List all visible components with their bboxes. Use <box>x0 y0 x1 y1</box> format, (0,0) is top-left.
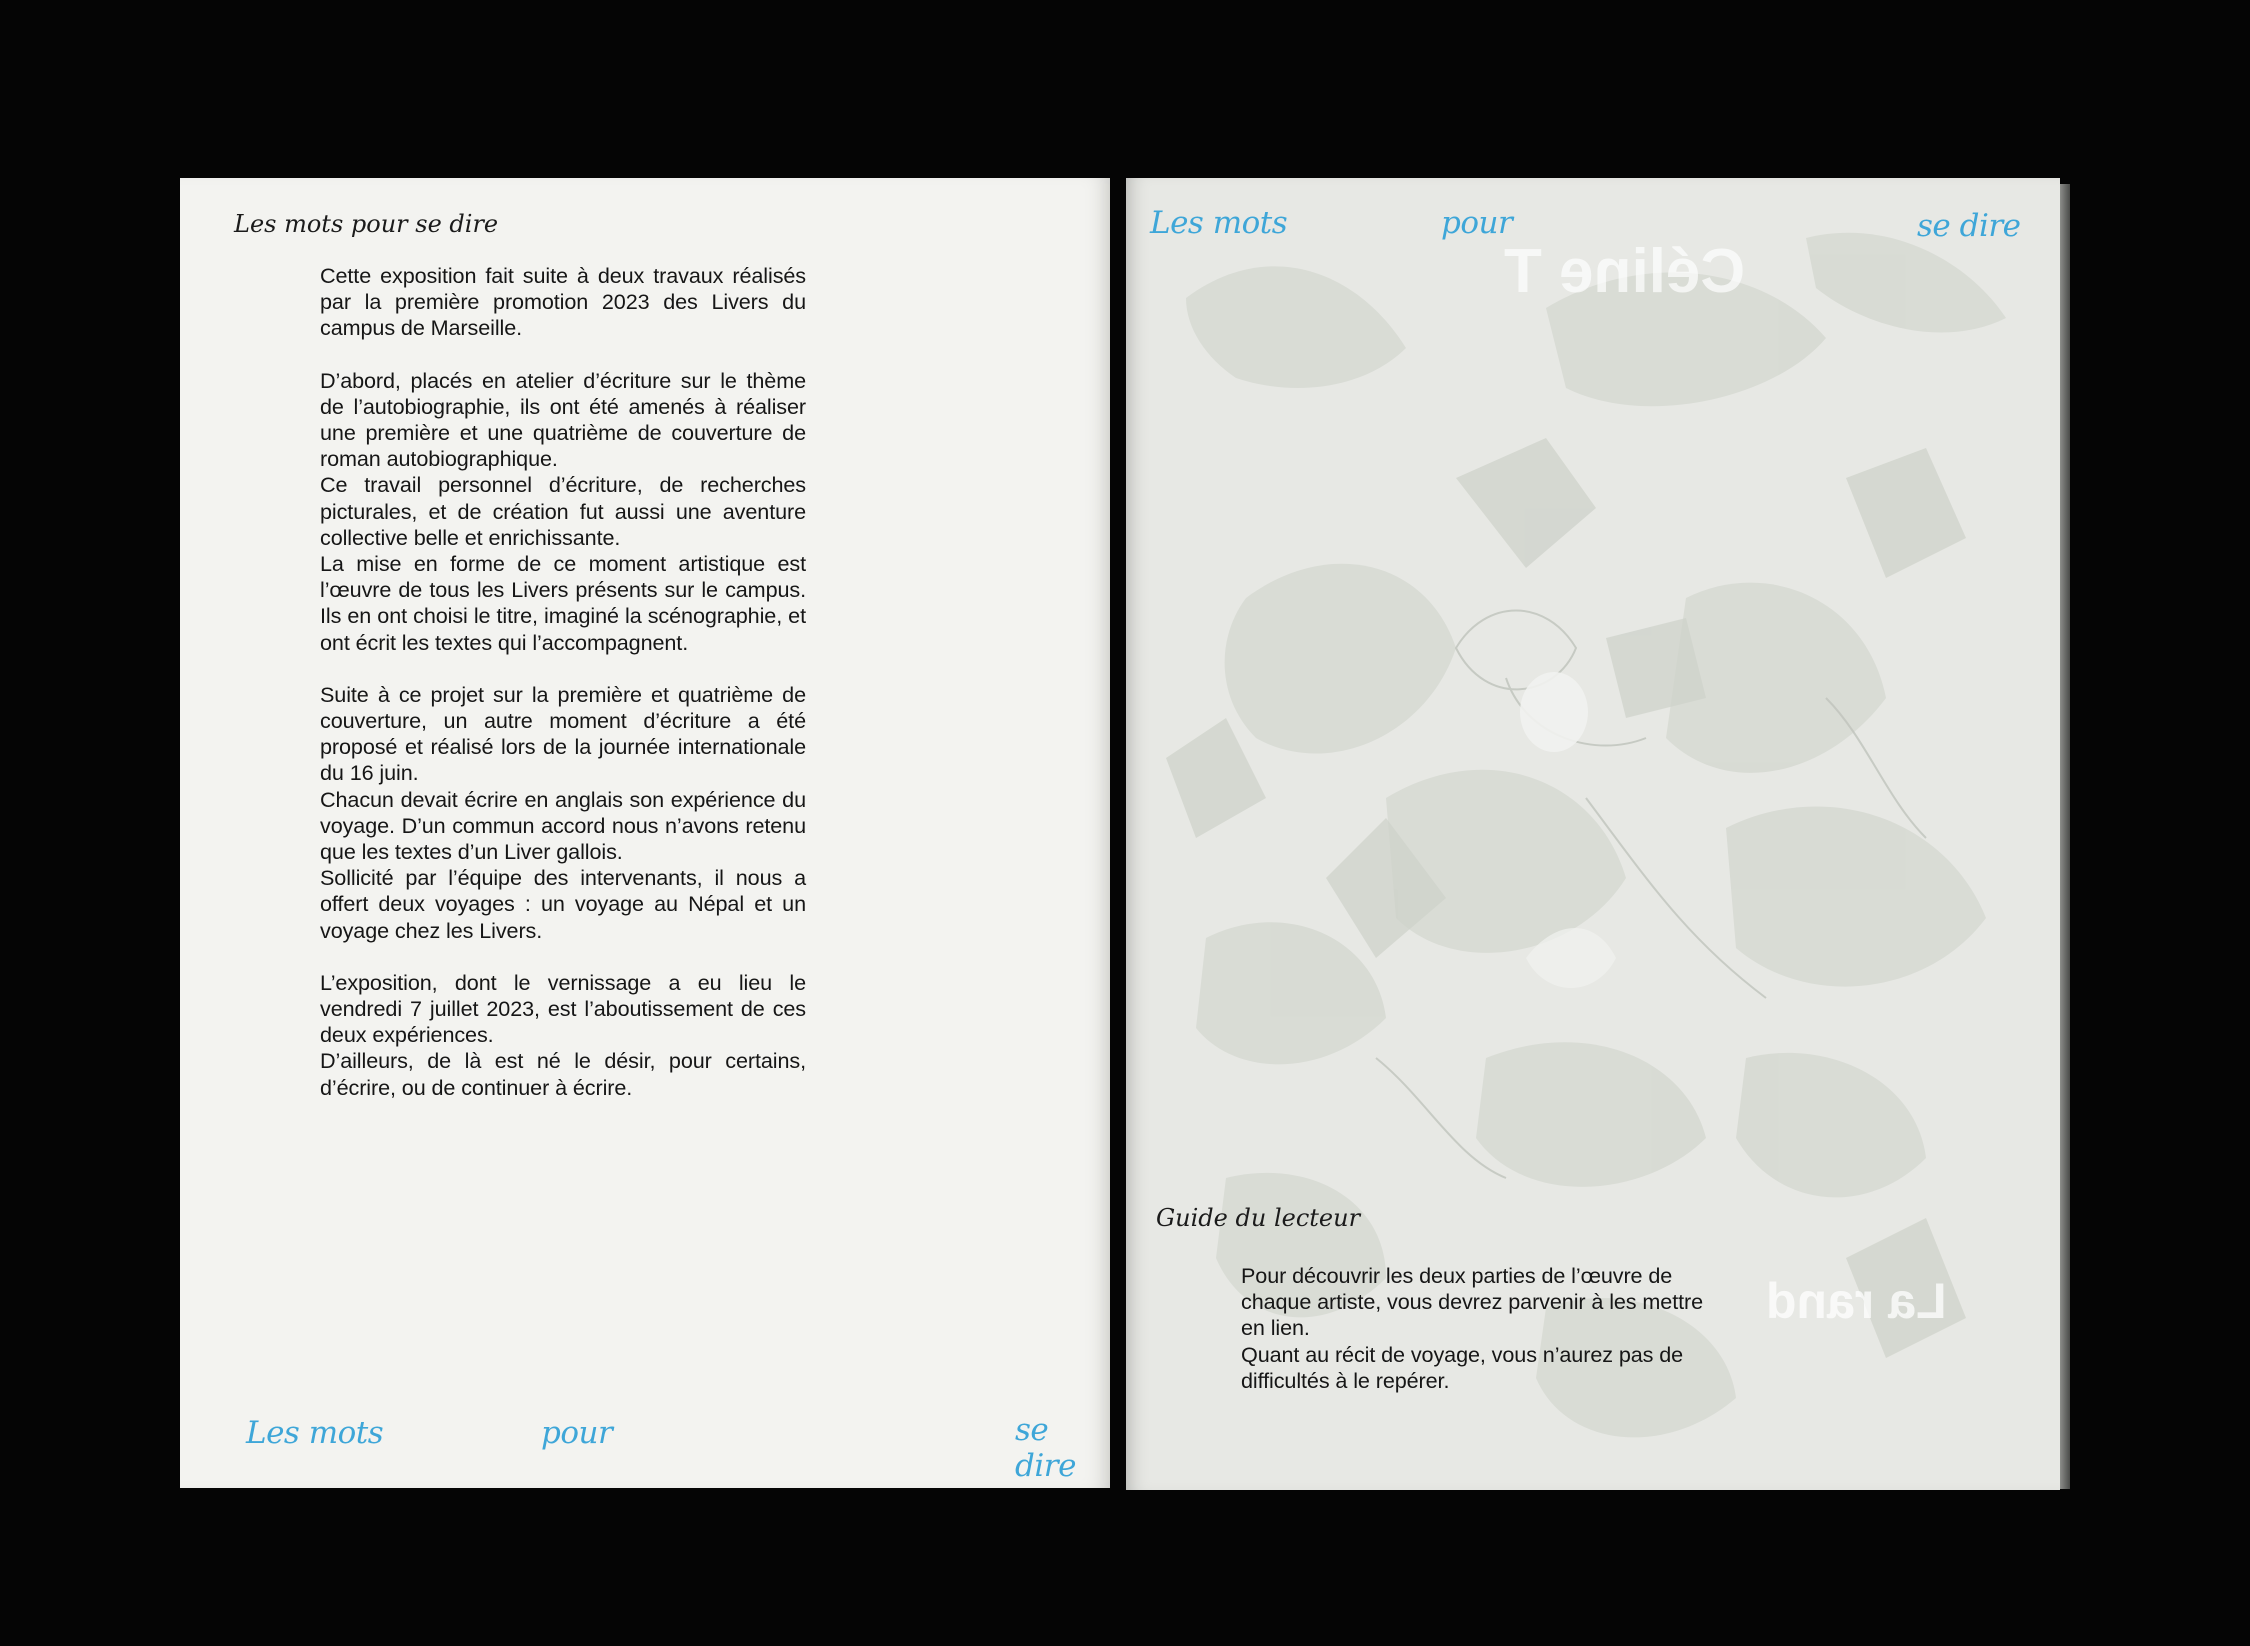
page-stack-edge <box>2060 184 2070 1489</box>
left-page <box>180 178 1110 1488</box>
running-head: Les mots pour se dire <box>234 210 499 238</box>
footer-title-word: pour <box>541 1415 613 1451</box>
paragraph: Pour découvrir les deux parties de l’œuvre de chaque artiste, vous devrez parvenir à les mettre en lien. <box>1241 1263 1703 1341</box>
paragraph: Sollicité par l’équipe des intervenants, il nous a offert deux voyages : un voyage au Népal et un voyage chez les Livers. <box>320 865 806 943</box>
right-page <box>1126 178 2060 1490</box>
ghost-heading: La rand <box>1766 1273 1947 1329</box>
header-title-word: se dire <box>1917 208 2021 244</box>
paragraph: Cette exposition fait suite à deux travaux réalisés par la première promotion 2023 des Livers du campus de Marseille. <box>320 263 806 341</box>
paragraph: D’ailleurs, de là est né le désir, pour certains, d’écrire, ou de continuer à écrire. <box>320 1048 806 1100</box>
paragraph: Ce travail personnel d’écriture, de recherches picturales, et de création fut aussi une aventure collective belle et enrichissante. <box>320 472 806 550</box>
header-title-word: Les mots <box>1150 205 1288 241</box>
guide-text <box>1241 1263 1731 1394</box>
paragraph: D’abord, placés en atelier d’écriture sur le thème de l’autobiographie, ils ont été amenés à réaliser une première et une quatrième de couverture de roman autobiographique. <box>320 367 806 472</box>
footer-title-word: Les mots <box>246 1415 384 1451</box>
paragraph: Chacun devait écrire en anglais son expérience du voyage. D’un commun accord nous n’avons retenu que les textes d’un Liver gallois. <box>320 786 806 865</box>
paragraph: L’exposition, dont le vernissage a eu lieu le vendredi 7 juillet 2023, est l’aboutissement de ces deux expériences. <box>320 969 806 1048</box>
body-text <box>320 263 806 1101</box>
paragraph: Suite à ce projet sur la première et quatrième de couverture, un autre moment d’écriture a été proposé et réalisé lors de la journée internationale du 16 juin. <box>320 681 806 786</box>
ghost-heading: Céline T <box>1504 237 1746 306</box>
guide-heading: Guide du lecteur <box>1156 1204 1361 1232</box>
paragraph: La mise en forme de ce moment artistique est l’œuvre de tous les Livers présents sur le campus. Ils en ont choisi le titre, imaginé la scénographie, et ont écrit les textes qui l’accompagnent. <box>320 551 806 655</box>
footer-title-word: se dire <box>1015 1412 1076 1484</box>
header-title-word: pour <box>1441 205 1513 241</box>
paragraph: Quant au récit de voyage, vous n’aurez pas de difficultés à le repérer. <box>1241 1341 1684 1393</box>
